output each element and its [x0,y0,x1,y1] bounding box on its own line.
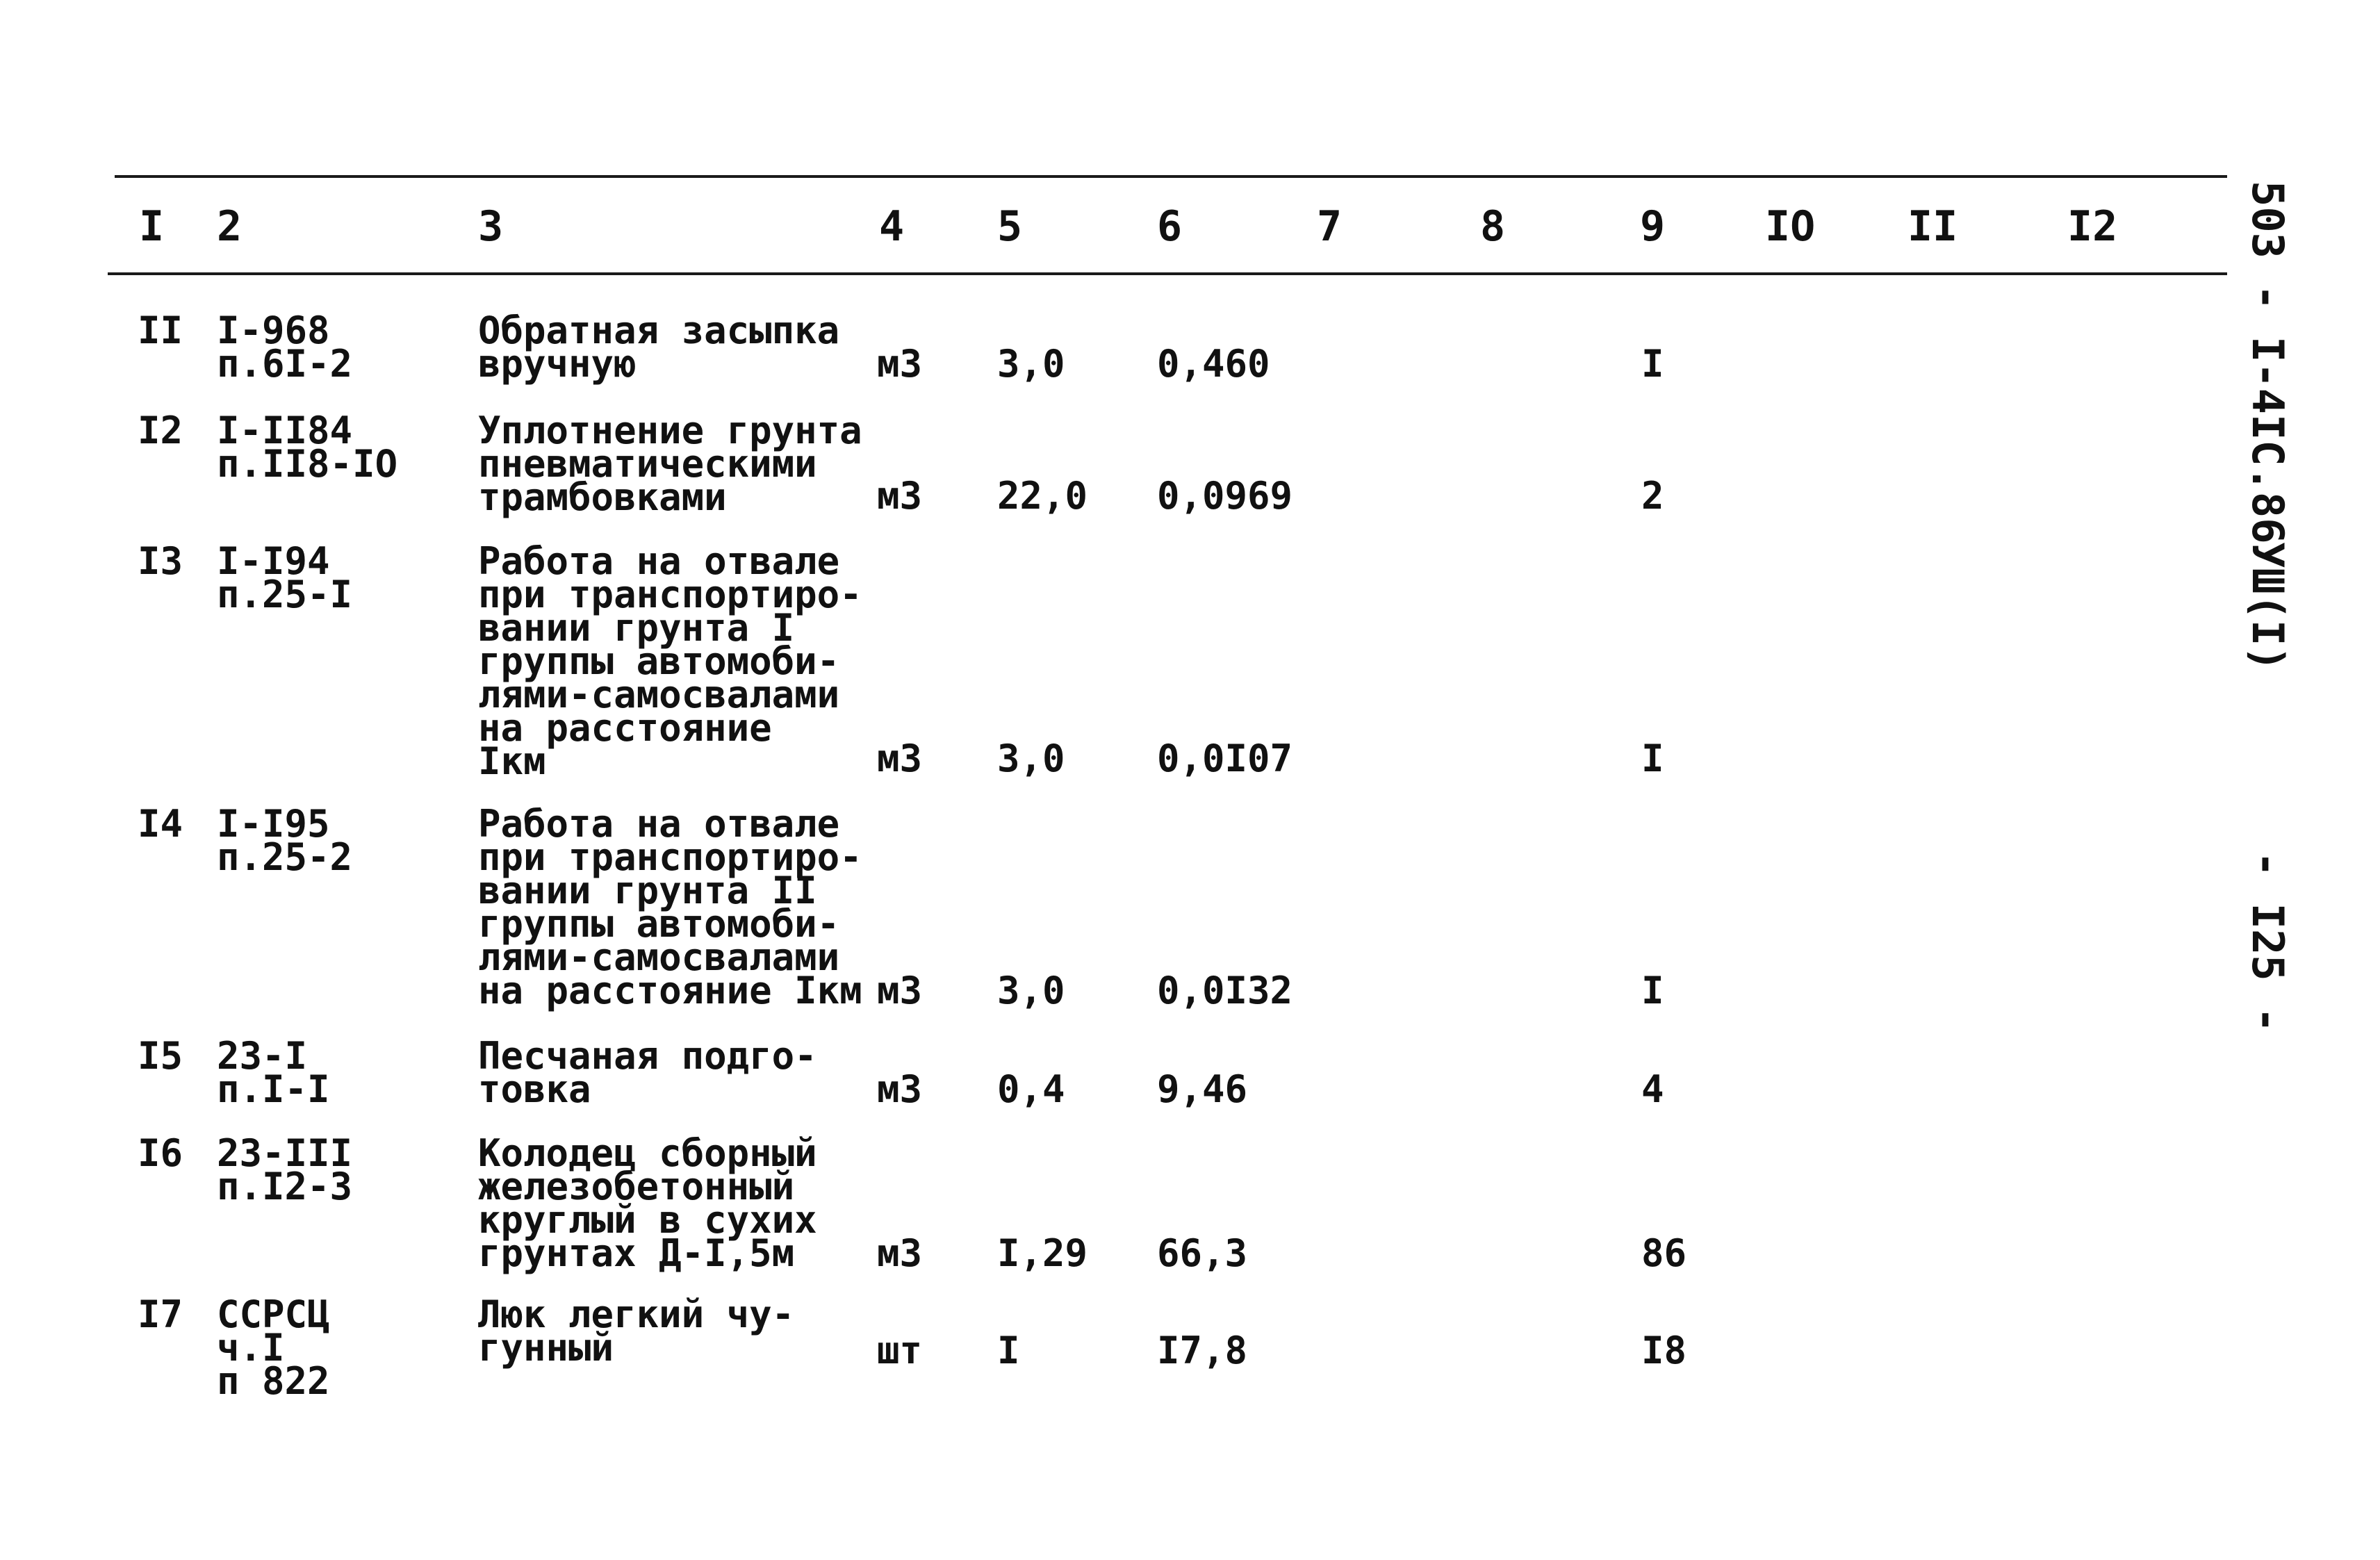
col-header-1: I [139,202,165,251]
row-number: I3 [138,539,183,583]
column-9-value: I [1641,969,1664,1012]
row-number: I6 [138,1131,183,1175]
col-header-11: II [1907,202,1958,251]
unit: м3 [877,737,923,780]
norm-code: 23-III п.I2-3 [217,1131,353,1208]
work-description: Обратная засыпка вручную [478,309,840,386]
quantity: 3,0 [997,342,1065,386]
col-header-5: 5 [997,202,1023,251]
unit: м3 [877,1231,923,1275]
col-header-6: 6 [1157,202,1183,251]
row-number: I5 [138,1034,183,1078]
col-header-9: 9 [1640,202,1666,251]
column-9-value: I [1641,737,1664,780]
page-number: - I25 - [2242,851,2293,1033]
work-description: Колодец сборный железобетонный круглый в сухих грунтах Д-I,5м [478,1131,817,1275]
quantity: I,29 [997,1231,1088,1275]
norm-code: I-968 п.6I-2 [217,309,353,386]
column-9-value: 2 [1641,474,1664,518]
row-number: I4 [138,802,183,846]
norm-value: 9,46 [1157,1067,1248,1111]
column-9-value: I8 [1641,1329,1687,1372]
column-9-value: 86 [1641,1231,1687,1275]
unit: м3 [877,969,923,1012]
work-description: Люк легкий чу- гунный [478,1292,795,1370]
norm-value: 66,3 [1157,1231,1248,1275]
norm-code: I-I95 п.25-2 [217,802,353,879]
norm-code: I-I94 п.25-I [217,539,353,616]
norm-value: 0,0I07 [1157,737,1293,780]
work-description: Песчаная подго- товка [478,1034,817,1111]
norm-value: 0,460 [1157,342,1270,386]
row-number: II [138,309,183,352]
quantity: 3,0 [997,737,1065,780]
header-rule [108,272,2227,275]
col-header-3: 3 [478,202,504,251]
norm-value: I7,8 [1157,1329,1248,1372]
unit: шт [877,1329,923,1372]
quantity: 0,4 [997,1067,1065,1111]
col-header-12: I2 [2067,202,2118,251]
quantity: 3,0 [997,969,1065,1012]
column-9-value: 4 [1641,1067,1664,1111]
work-description: Работа на отвале при транспортиро- вании грунта I группы автомоби- лями-самосвалами на расстояние Iкм [478,539,862,783]
row-number: I2 [138,409,183,452]
unit: м3 [877,342,923,386]
col-header-7: 7 [1317,202,1343,251]
norm-code: 23-I п.I-I [217,1034,330,1111]
unit: м3 [877,474,923,518]
norm-code: I-II84 п.II8-IO [217,409,398,486]
row-number: I7 [138,1292,183,1336]
section-label: УШ(I) [2242,542,2293,672]
norm-value: 0,0I32 [1157,969,1293,1012]
work-description: Работа на отвале при транспортиро- вании грунта II группы автомоби- лями-самосвалами на расстояние Iкм [478,802,862,1012]
unit: м3 [877,1067,923,1111]
column-9-value: I [1641,342,1664,386]
top-rule [115,175,2227,178]
quantity: 22,0 [997,474,1088,518]
work-description: Уплотнение грунта пневматическими трамбовками [478,409,862,519]
col-header-4: 4 [879,202,905,251]
norm-value: 0,0969 [1157,474,1293,518]
col-header-10: IO [1765,202,1816,251]
col-header-8: 8 [1480,202,1506,251]
document-code: 503 - I-4IC.86 [2242,181,2293,544]
norm-code: ССРСЦ ч.I п 822 [217,1292,330,1403]
quantity: I [997,1329,1020,1372]
col-header-2: 2 [217,202,243,251]
